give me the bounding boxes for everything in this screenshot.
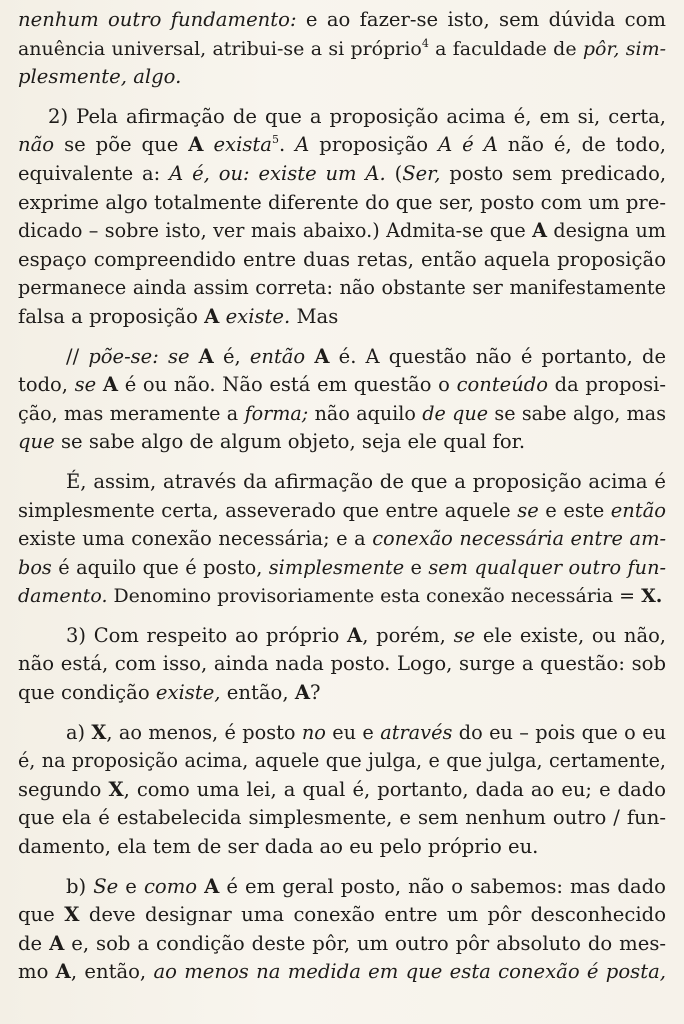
text-run: espaço compreendido entre duas retas, então aquela proposição [18,247,666,271]
text-run: , ao menos, é posto [106,720,302,744]
text-run: como [143,874,198,898]
text-run: conexão necessária entre am- [372,527,666,551]
text-run: é aquilo que é posto, [51,555,269,579]
text-run: que condição [18,681,156,705]
text-run: se sabe algo de algum objeto, seja ele qual for. [54,430,526,454]
text-run: deve designar uma conexão entre um pôr desconhecido [79,903,666,927]
text-run: e [404,555,429,579]
text-run: A [347,623,363,647]
text-run: então, [220,681,295,705]
text-line [18,873,666,902]
text-run: A [49,931,65,955]
text-line [18,160,666,189]
text-line [18,958,666,987]
text-run: e, sob a condição deste pôr, um outro pôr absoluto do mes- [64,931,666,955]
text-run: pôr, sim- [582,37,666,60]
text-run: ele existe, ou não, [475,623,667,647]
text-run: A [55,960,71,984]
text-line [18,35,666,64]
text-run: ( [385,161,403,185]
text-run: 2) Pela afirmação de que a proposição acima é, em si, certa, [48,104,666,128]
text-run: equivalente a: [18,161,170,185]
text-run: então [249,344,306,368]
text-line [18,343,666,372]
paragraph-4 [18,468,666,611]
text-run: anuência universal, atribui-se a si próprio [18,37,422,60]
text-line [18,747,666,776]
text-run: se [74,373,97,397]
text-run: não [18,133,55,157]
text-run: exprime algo totalmente diferente do que ser, posto com um pre- [18,190,666,214]
text-run: X [91,720,107,744]
text-run: ? [310,681,321,705]
text-run [190,345,199,368]
text-run: sem qualquer outro fun- [428,555,666,579]
text-run: X. [641,585,663,608]
text-run: A [532,219,547,243]
text-line [18,189,666,218]
text-line [18,525,666,554]
text-line [18,622,666,651]
text-run: ção, mas meramente a [18,401,245,425]
text-line [18,930,666,959]
text-run: e [118,874,144,898]
text-run: ao menos na medida em que esta conexão é posta, [153,960,666,984]
text-run: b) [66,874,94,898]
text-run: A [188,133,204,157]
text-line [18,371,666,400]
text-run: existe, [155,681,221,705]
text-run [305,345,314,368]
text-run: se sabe algo, mas [488,401,667,425]
text-run: a) [66,720,92,744]
text-line [18,274,666,303]
text-line [18,103,666,132]
text-line [18,901,666,930]
text-line [18,719,666,748]
text-run: existe uma conexão necessária; e a [18,527,373,551]
text-run: damento, ela tem de ser dada ao eu pelo próprio eu. [18,835,539,859]
text-run: que [18,903,65,927]
text-run: de [18,931,50,955]
text-run: bos [18,555,52,579]
text-run: não está, com isso, ainda nada posto. Logo, surge a questão: sob [18,652,666,676]
text-run: nenhum outro fundamento: [18,8,297,31]
text-run: que [18,430,55,454]
text-run: A [295,133,310,157]
text-run: A é A [438,133,498,157]
text-run: posto sem predicado, [440,161,667,185]
text-run: simplesmente [268,555,405,579]
text-line [18,650,666,679]
text-line [18,554,666,583]
text-line [18,833,666,862]
text-run: e este [538,498,611,522]
text-run: proposição [309,133,439,157]
text-run: conteúdo [456,373,548,397]
text-run: mo [18,960,56,984]
text-run: segundo [18,777,109,801]
paragraph-2 [18,103,666,332]
text-line [18,217,666,246]
text-run: A [102,373,119,397]
text-line [18,63,666,92]
text-line [18,6,666,35]
text-run: A [314,344,330,368]
text-run: falsa a proposição [18,304,205,328]
text-line [18,679,666,708]
text-run: X [108,777,124,801]
text-run: é em geral posto, não o sabemos: mas dado [219,874,666,898]
paragraph-1 [18,6,666,92]
text-run [96,373,103,396]
text-run: dicado – sobre isto, ver mais abaixo.) Admita-se que [18,219,533,243]
text-run: não é, de todo, [497,133,666,157]
text-run: plesmente, [18,65,127,89]
text-run: Mas [290,304,339,328]
text-run: se põe que [54,133,189,157]
text-run: X [64,903,80,927]
text-run: . [278,133,296,157]
text-run: A [198,344,214,368]
text-run: designa um [547,219,666,243]
text-run: simplesmente certa, asseverado que entre aquele [18,498,518,522]
text-run: algo. [133,65,182,89]
text-run: É, assim, através da afirmação de que a proposição acima é [66,469,666,493]
text-run: eu e [325,720,381,744]
text-run: Denomino provisoriamente esta conexão necessária = [107,585,642,608]
text-run: forma; [244,401,309,425]
text-run: e ao fazer-se isto, sem dúvida com [296,8,666,31]
text-line [18,776,666,805]
text-run: existe. [225,304,291,328]
text-run: , porém, [362,623,454,647]
paragraph-3 [18,343,666,457]
text-run: é, [213,344,250,368]
paragraph-6 [18,719,666,862]
text-run: A [204,304,220,328]
text-run: é ou não. Não está em questão o [118,373,457,397]
text-run: todo, [18,373,75,397]
text-run: se [453,623,476,647]
text-line [18,428,666,457]
text-run: não aquilo [308,401,423,425]
text-run: Ser, [402,161,441,185]
text-run: da proposi- [547,373,667,397]
text-run: 3) Com respeito ao próprio [66,623,348,647]
footnote-marker: 4 [421,36,429,50]
text-line [18,246,666,275]
text-run: , então, [70,960,154,984]
text-run: // [66,344,89,368]
text-run [203,133,213,156]
text-line [18,804,666,833]
text-line [18,303,666,332]
text-run: a faculdade de [428,37,583,60]
text-run: se [517,498,539,522]
text-run: que ela é estabelecida simplesmente, e sem nenhum outro / fun- [18,806,666,830]
text-run: A [204,874,220,898]
paragraph-5 [18,622,666,708]
text-line [18,497,666,526]
text-line [18,468,666,497]
text-run: A é, ou: existe um A. [169,161,386,185]
text-run: , como uma lei, a qual é, portanto, dada ao eu; e dado [123,777,666,801]
text-run: Se [93,874,119,898]
text-run: no [301,720,326,744]
footnote-marker: 5 [271,133,279,147]
text-run: através [380,720,453,744]
text-line [18,131,666,160]
text-line [18,582,666,611]
text-run: do eu – pois que o eu [452,720,666,744]
text-run: é. A questão não é portanto, de [329,344,667,368]
text-run: põe-se: se [88,344,190,368]
text-run: então [610,498,666,522]
text-run: é, na proposição acima, aquele que julga, e que julga, certamente, [18,749,666,773]
text-run: de que [422,401,489,425]
text-line [18,400,666,429]
text-run: permanece ainda assim correta: não obstante ser manifestamente [18,276,666,300]
text-run: exista [213,133,272,157]
paragraph-7 [18,873,666,987]
page-text [18,6,666,987]
text-run: damento. [18,585,108,608]
text-run: A [294,681,311,705]
